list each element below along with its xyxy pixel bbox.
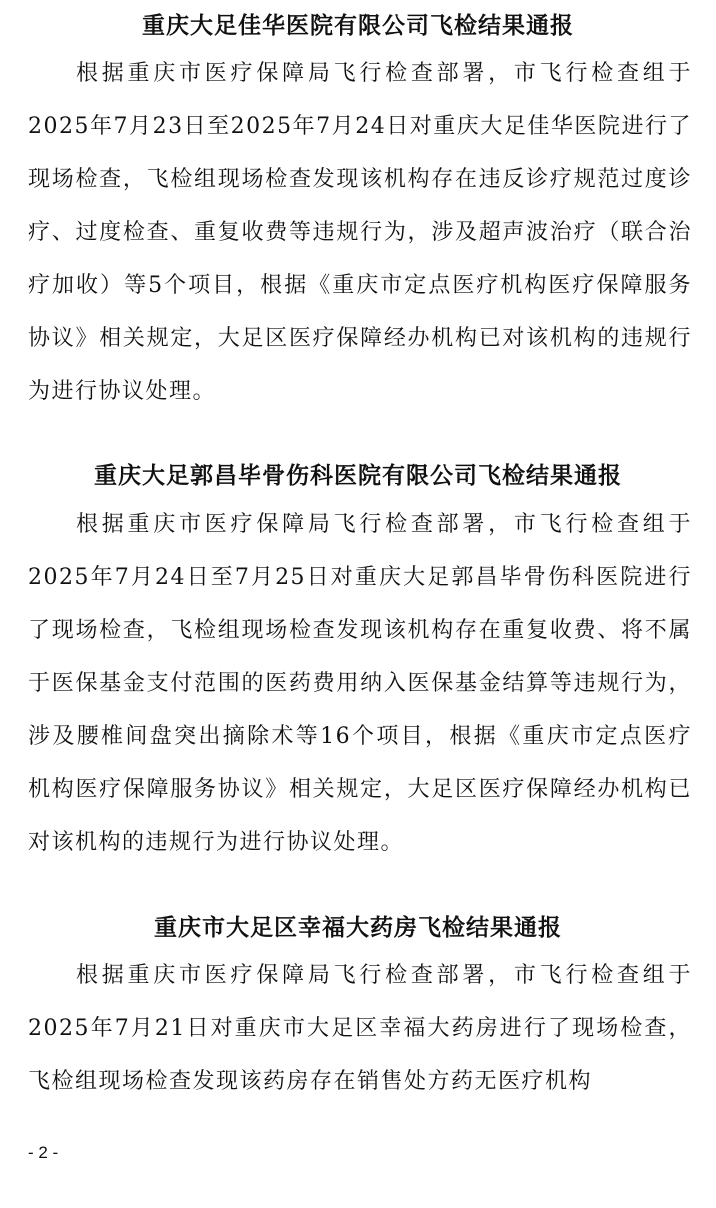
section-2-body: 根据重庆市医疗保障局飞行检查部署，市飞行检查组于2025年7月24日至7月25日对重庆大足郭昌毕骨伤科医院进行了现场检查，飞检组现场检查发现该机构存在重复收费、将不属于医保基金支付范围的医药费用纳入医保基金结算等违规行为，涉及腰椎间盘突出摘除术等16个项目，根据《重庆市定点医疗机构医疗保障服务协议》相关规定，大足区医疗保障经办机构已对该机构的违规行为进行协议处理。: [28, 512, 692, 855]
section-3-body: 根据重庆市医疗保障局飞行检查部署，市飞行检查组于2025年7月21日对重庆市大足区幸福大药房进行了现场检查，飞检组现场检查发现该药房存在销售处方药无医疗机构: [28, 963, 692, 1094]
section-2-title: 重庆大足郭昌毕骨伤科医院有限公司飞检结果通报: [94, 463, 622, 489]
section-1-body: 根据重庆市医疗保障局飞行检查部署，市飞行检查组于2025年7月23日至2025年7月24日对重庆大足佳华医院进行了现场检查，飞检组现场检查发现该机构存在违反诊疗规范过度诊疗、过度检查、重复收费等违规行为，涉及超声波治疗（联合治疗加收）等5个项目，根据《重庆市定点医疗机构医疗保障服务协议》相关规定，大足区医疗保障经办机构已对该机构的违规行为进行协议处理。: [28, 61, 692, 404]
page-number: - 2 -: [28, 1143, 59, 1162]
section-1-title: 重庆大足佳华医院有限公司飞检结果通报: [142, 13, 574, 39]
section-3-title: 重庆市大足区幸福大药房飞检结果通报: [154, 915, 562, 941]
